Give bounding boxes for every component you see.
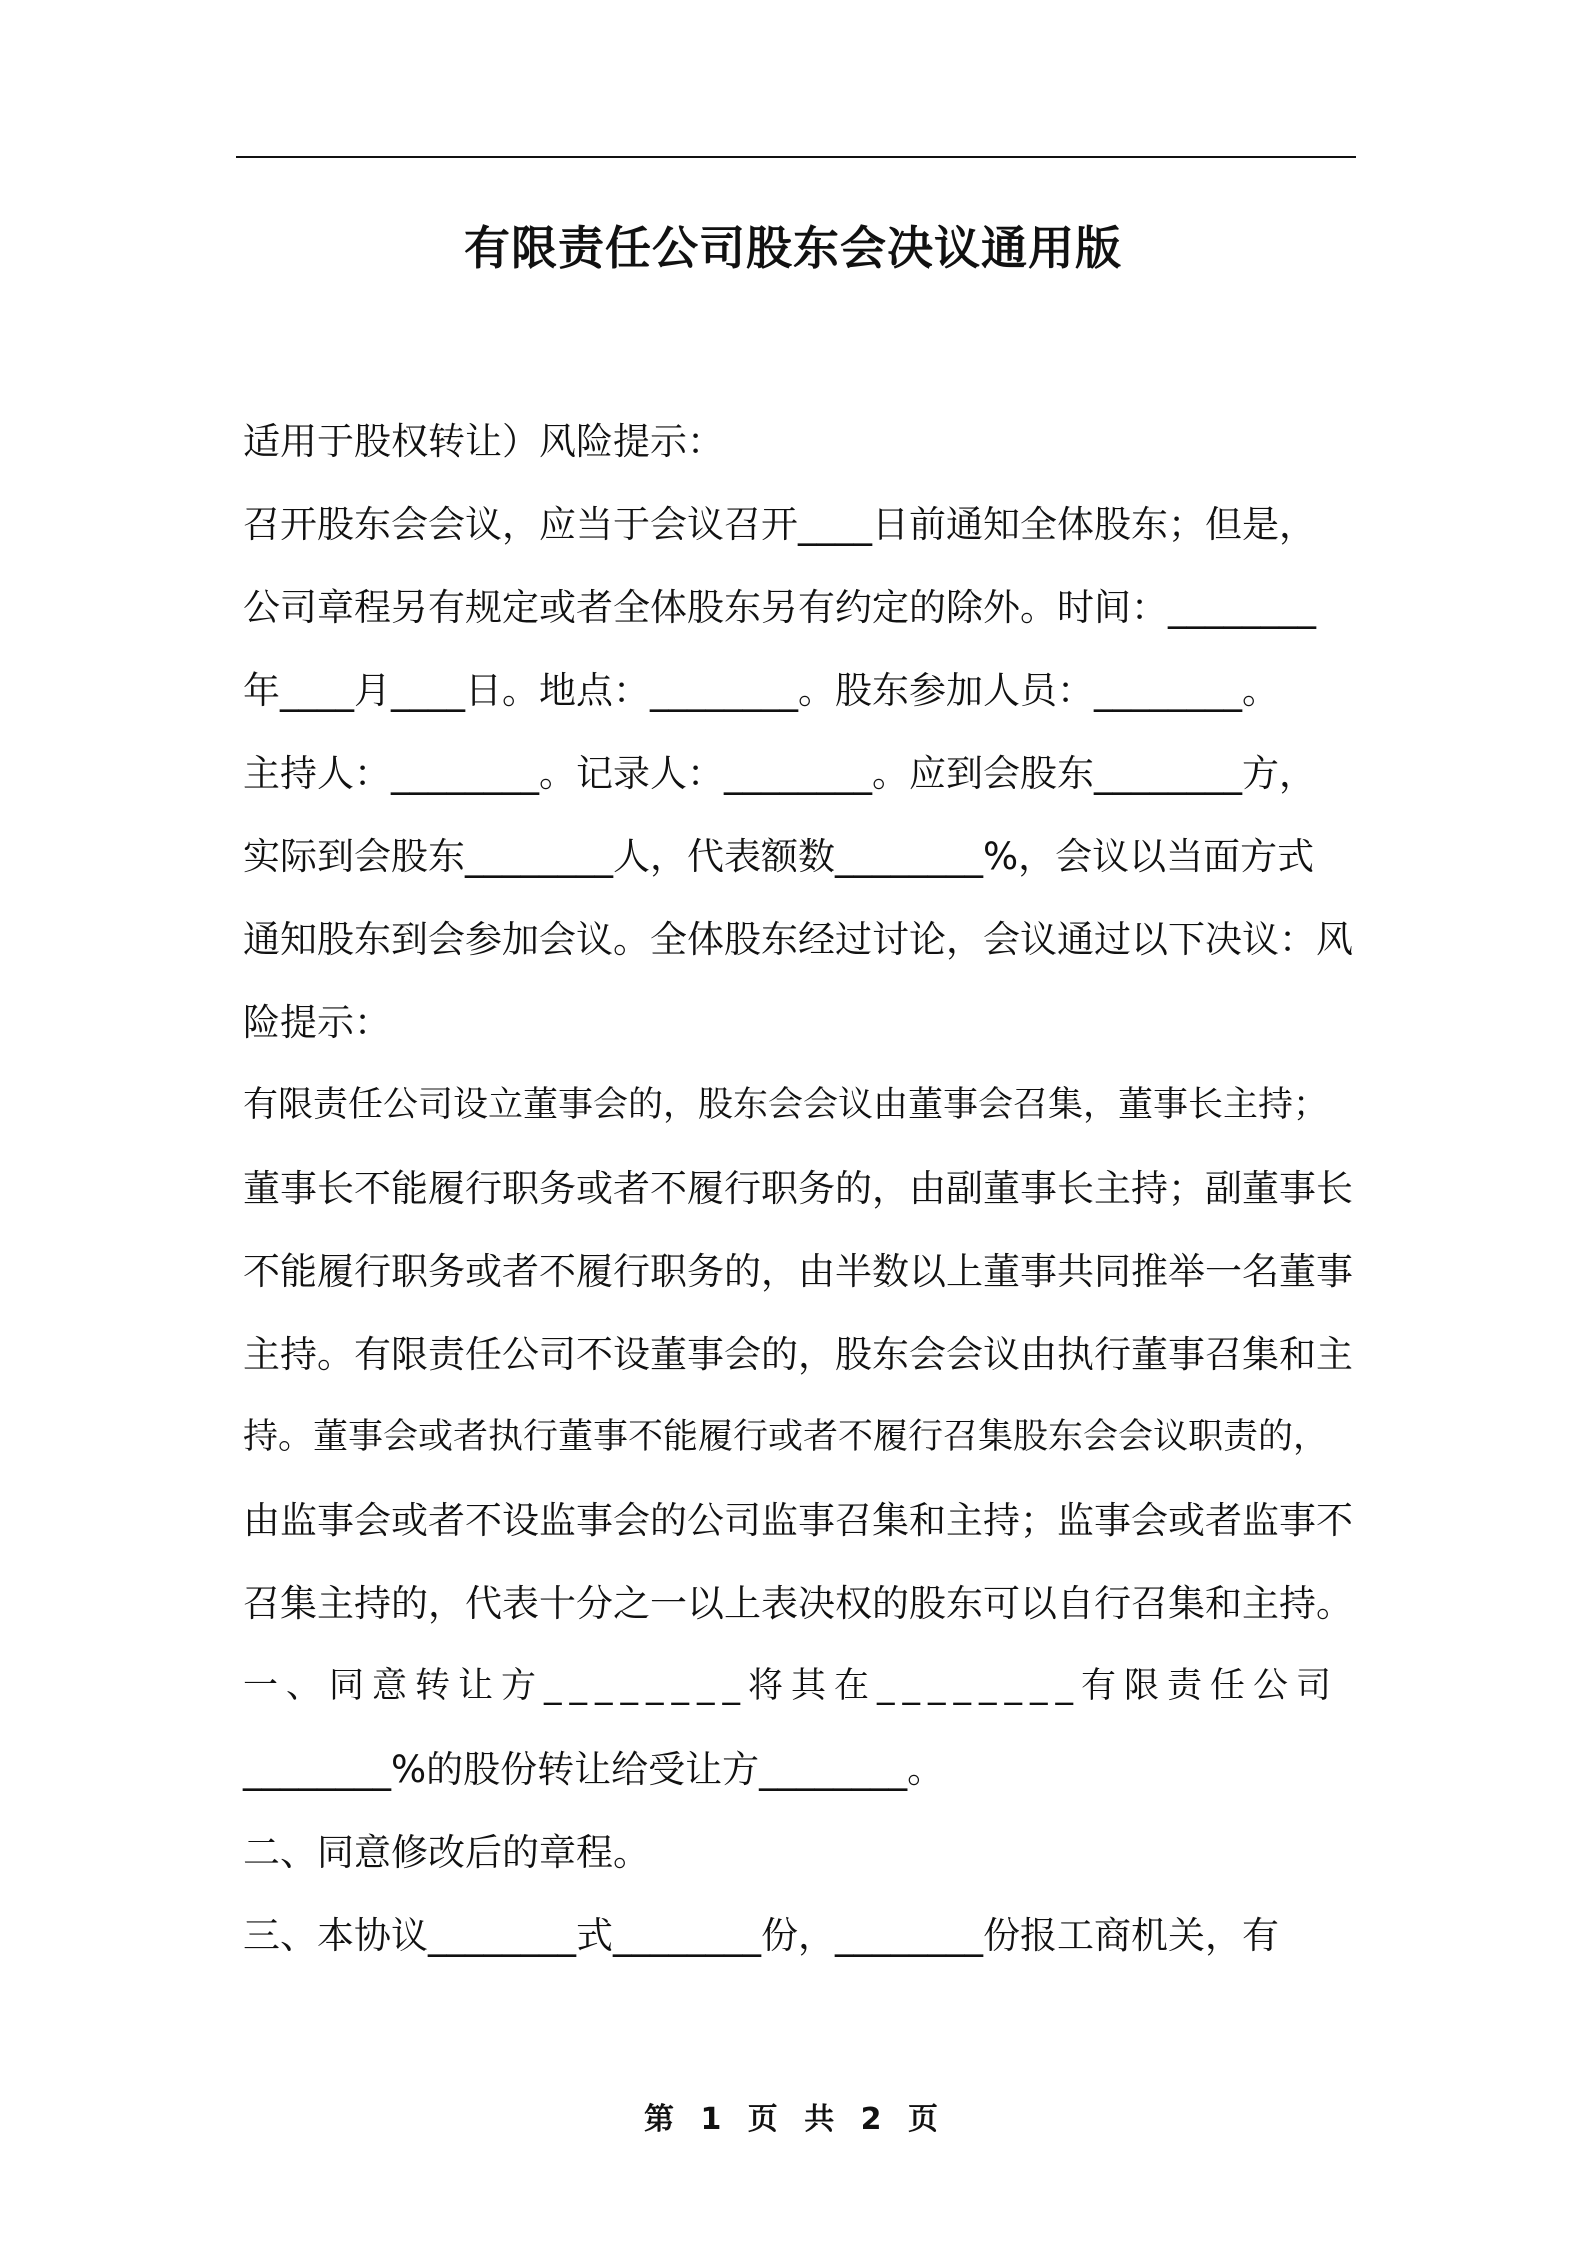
document-title: 有限责任公司股东会决议通用版 <box>464 221 1122 275</box>
body-line: 董事长不能履行职务或者不履行职务的，由副董事长主持；副董事长 <box>243 1167 1353 1210</box>
body-line: 由监事会或者不设监事会的公司监事召集和主持；监事会或者监事不 <box>243 1499 1353 1542</box>
body-line: 适用于股权转让）风险提示： <box>243 420 724 463</box>
body-line: 主持。有限责任公司不设董事会的，股东会会议由执行董事召集和主 <box>243 1333 1353 1376</box>
page-number: 第 1 页 共 2 页 <box>644 2102 942 2137</box>
body-line: 持。董事会或者执行董事不能履行或者不履行召集股东会会议职责的， <box>243 1417 1329 1457</box>
resolution-item-1: 一、同意转让方________将其在________有限责任公司 <box>243 1666 1340 1706</box>
body-line: 召集主持的，代表十分之一以上表决权的股东可以自行召集和主持。 <box>243 1582 1353 1625</box>
body-line: 实际到会股东________人，代表额数________%，会议以当面方式 <box>243 835 1315 878</box>
body-line: 年____月____日。地点：________。股东参加人员：________。 <box>243 669 1279 712</box>
body-line: 主持人：________。记录人：________。应到会股东________方， <box>243 752 1316 795</box>
body-line: 公司章程另有规定或者全体股东另有约定的除外。时间：________ <box>243 586 1316 629</box>
document-body <box>243 400 1358 1977</box>
body-line: 有限责任公司设立董事会的，股东会会议由董事会召集，董事长主持； <box>243 1085 1329 1125</box>
header-rule <box>236 156 1356 158</box>
body-line: 不能履行职务或者不履行职务的，由半数以上董事共同推举一名董事 <box>243 1250 1353 1293</box>
resolution-item-2: 二、同意修改后的章程。 <box>243 1831 650 1874</box>
resolution-item-1-cont: ________%的股份转让给受让方________。 <box>243 1748 945 1791</box>
resolution-item-3: 三、本协议________式________份，________份报工商机关，有 <box>243 1914 1279 1957</box>
body-line: 险提示： <box>243 1001 391 1044</box>
body-line: 通知股东到会参加会议。全体股东经过讨论，会议通过以下决议：风 <box>243 918 1353 961</box>
body-line: 召开股东会会议，应当于会议召开____日前通知全体股东；但是， <box>243 503 1316 546</box>
